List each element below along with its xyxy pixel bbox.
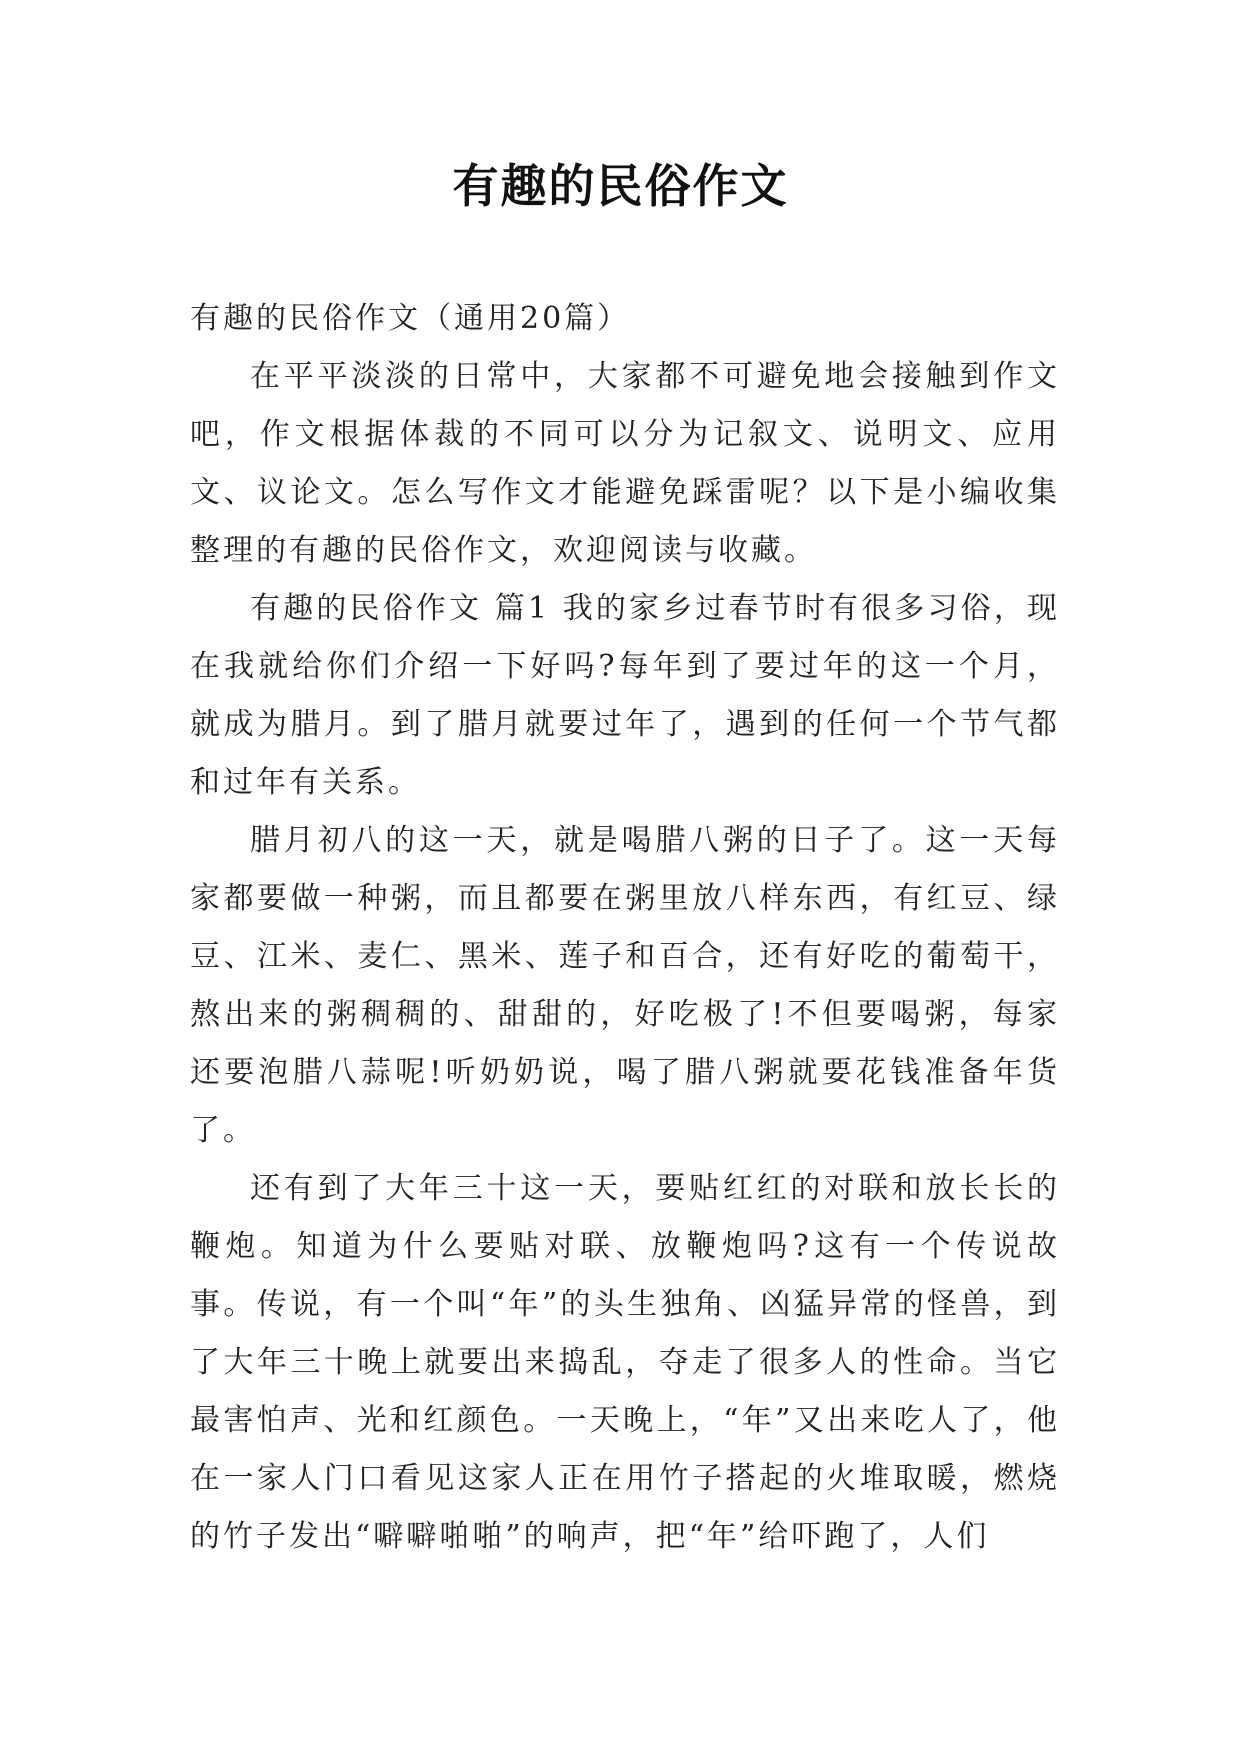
paragraph-2: 腊月初八的这一天，就是喝腊八粥的日子了。这一天每家都要做一种粥，而且都要在粥里放八样东西，有红豆、绿豆、江米、麦仁、黑米、莲子和百合，还有好吃的葡萄干，熬出来的粥稠稠的、甜甜的，好吃极了!不但要喝粥，每家还要泡腊八蒜呢!听奶奶说，喝了腊八粥就要花钱准备年货了。 xyxy=(190,823,1060,1148)
document-title: 有趣的民俗作文 xyxy=(452,159,789,213)
paragraph-3: 还有到了大年三十这一天，要贴红红的对联和放长长的鞭炮。知道为什么要贴对联、放鞭炮吗?这有一个传说故事。传说，有一个叫“年”的头生独角、凶猛异常的怪兽，到了大年三十晚上就要出来捣乱，夺走了很多人的性命。当它最害怕声、光和红颜色。一天晚上，“年”又出来吃人了，他在一家人门口看见这家人正在用竹子搭起的火堆取暖，燃烧的竹子发出“噼噼啪啪”的响声，把“年”给吓跑了，人们 xyxy=(190,1171,1060,1554)
paragraph-intro: 在平平淡淡的日常中，大家都不可避免地会接触到作文吧，作文根据体裁的不同可以分为记叙文、说明文、应用文、议论文。怎么写作文才能避免踩雷呢？以下是小编收集整理的有趣的民俗作文，欢迎阅读与收藏。 xyxy=(190,359,1060,568)
paragraph-1: 有趣的民俗作文 篇1 我的家乡过春节时有很多习俗，现在我就给你们介绍一下好吗?每年到了要过年的这一个月，就成为腊月。到了腊月就要过年了，遇到的任何一个节气都和过年有关系。 xyxy=(190,591,1060,800)
document-body xyxy=(190,290,1060,1566)
document-subtitle: 有趣的民俗作文（通用20篇） xyxy=(190,301,631,336)
